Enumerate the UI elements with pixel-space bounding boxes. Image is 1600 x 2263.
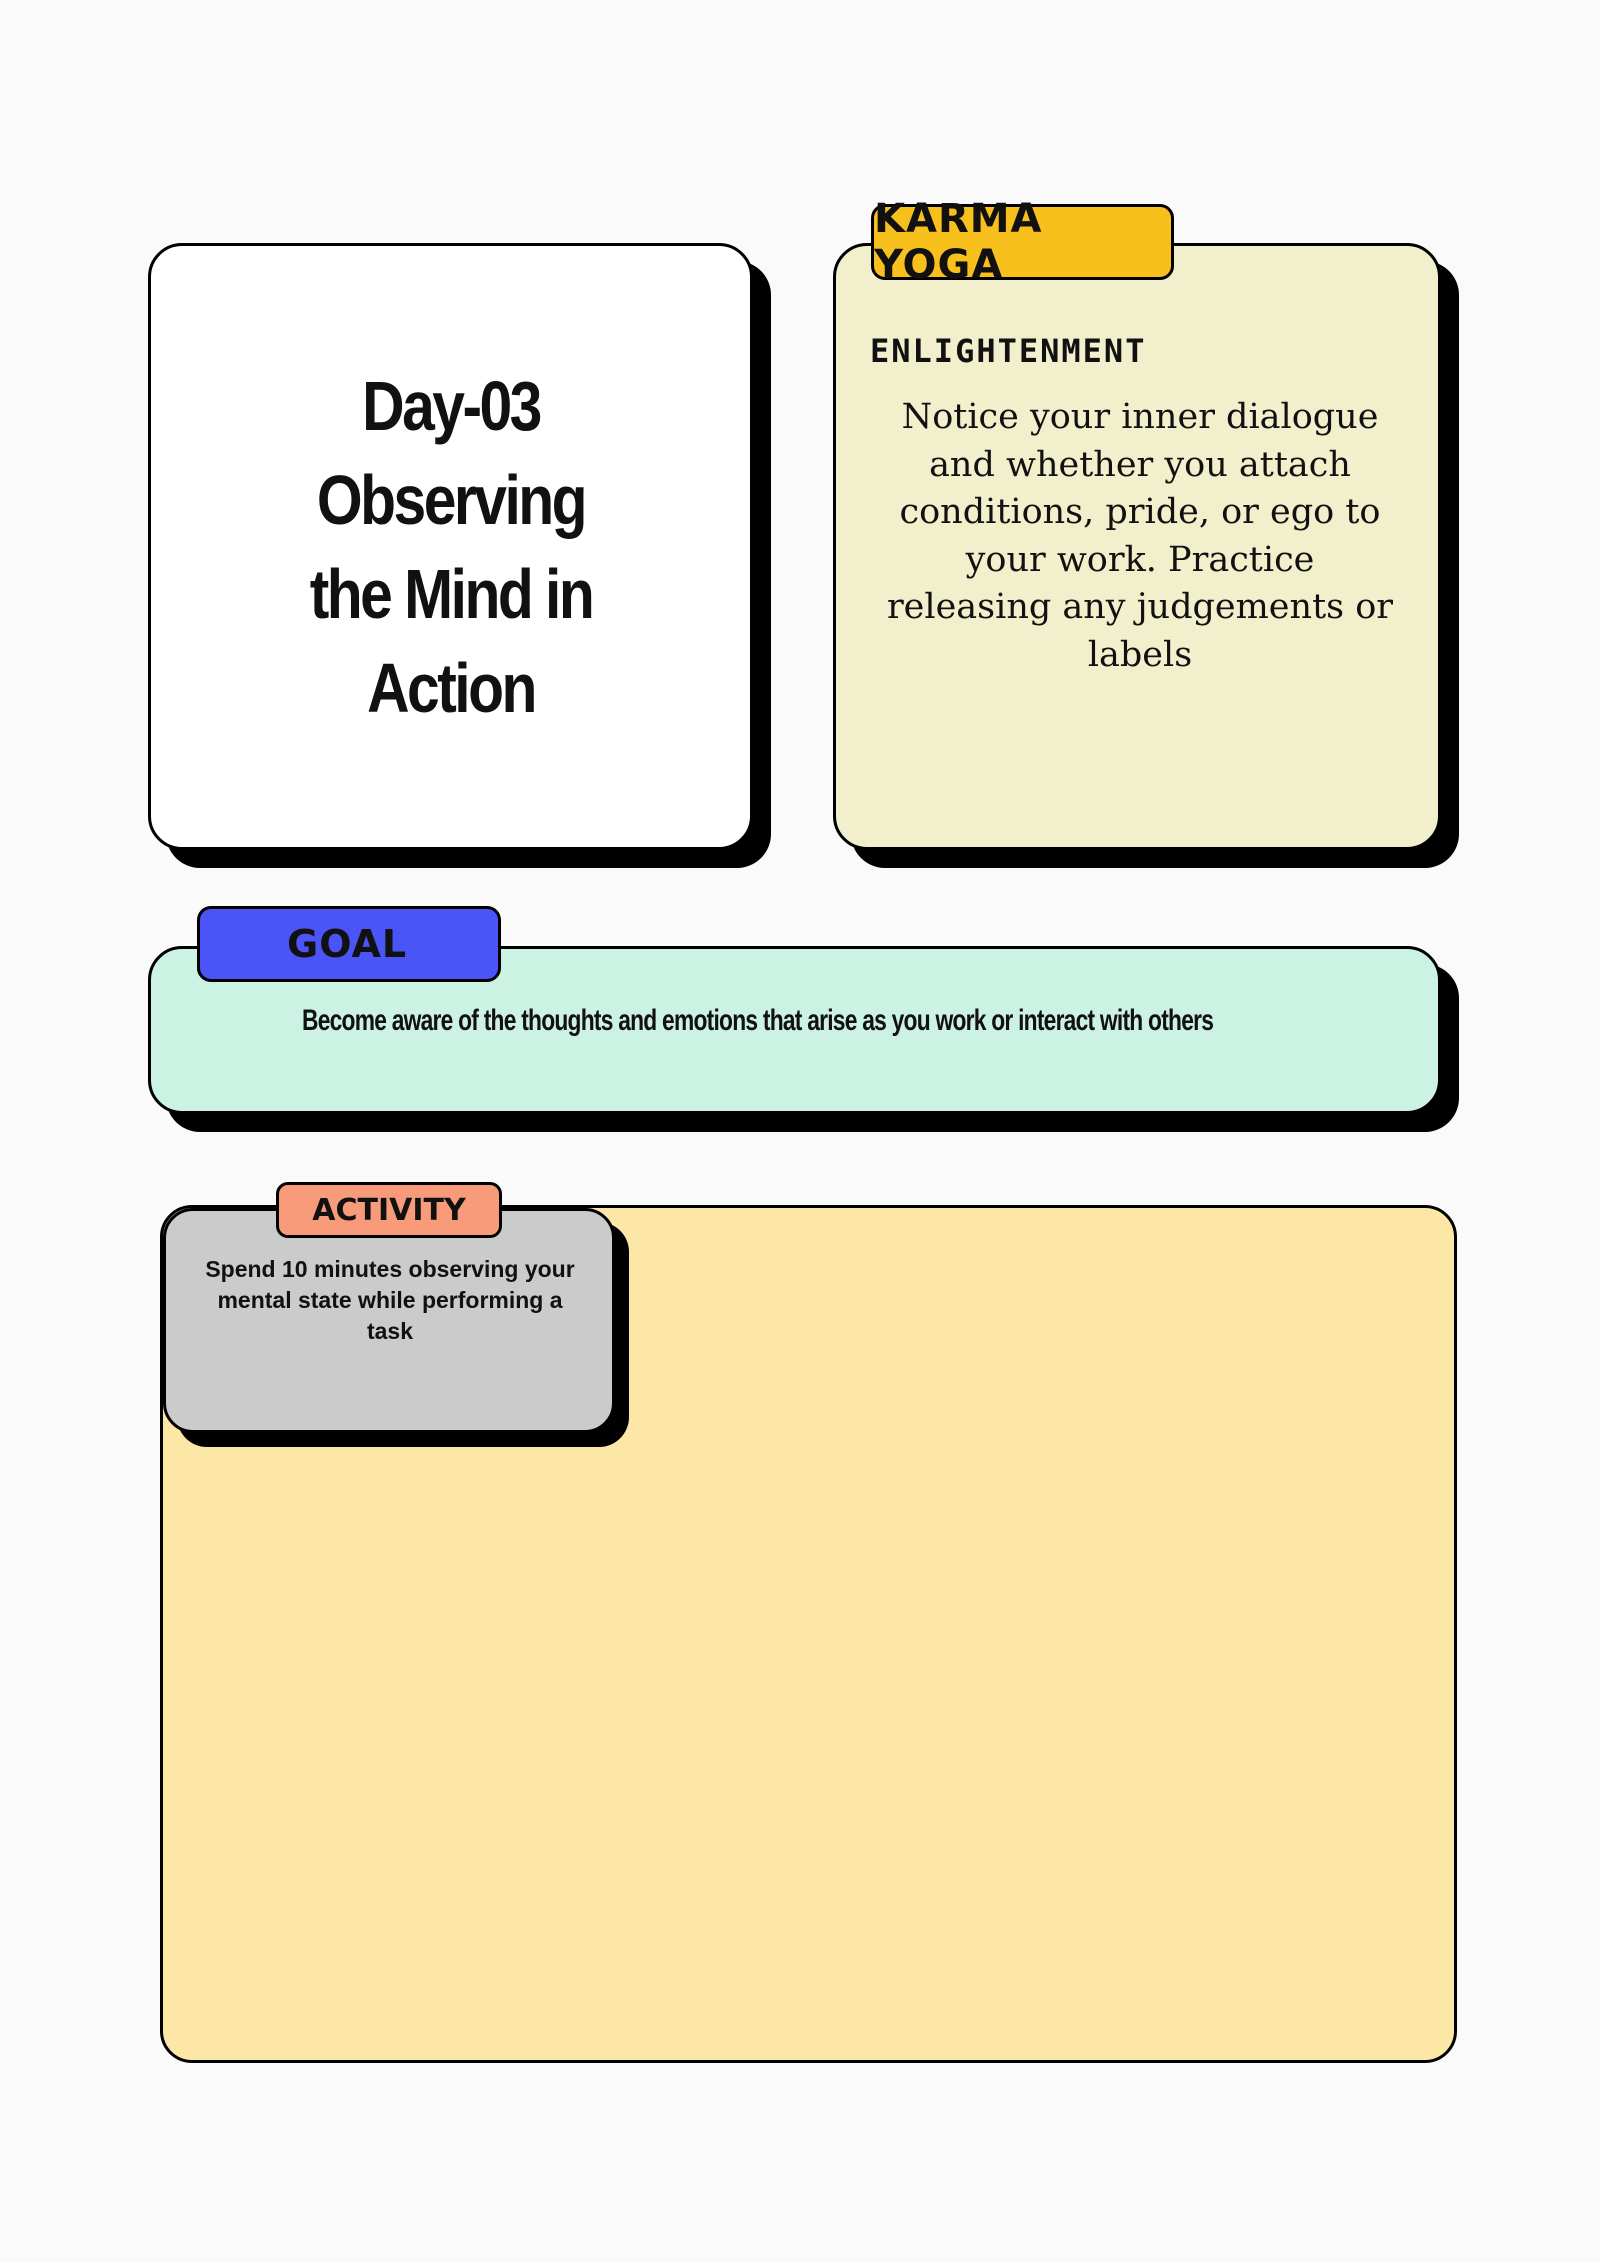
- karma-subtitle: ENLIGHTENMENT: [870, 332, 1147, 370]
- goal-text: Become aware of the thoughts and emotions that arise as you work or interact with others: [302, 1004, 1214, 1037]
- title-line-4: Action: [366, 648, 535, 727]
- title-card: [148, 243, 753, 850]
- goal-tag: GOAL: [197, 906, 501, 982]
- page-title: [308, 359, 594, 735]
- activity-tag: ACTIVITY: [276, 1182, 502, 1238]
- title-line-1: Day-03: [361, 366, 540, 445]
- karma-body-text: Notice your inner dialogue and whether you attach conditions, pride, or ego to your work. Practice releasing any judgements or labels: [886, 397, 1394, 675]
- title-line-3: the Mind in: [309, 554, 592, 633]
- activity-text: Spend 10 minutes observing your mental state while performing a task: [205, 1256, 575, 1344]
- karma-yoga-tag: KARMA YOGA: [871, 204, 1174, 280]
- title-line-2: Observing: [316, 460, 585, 539]
